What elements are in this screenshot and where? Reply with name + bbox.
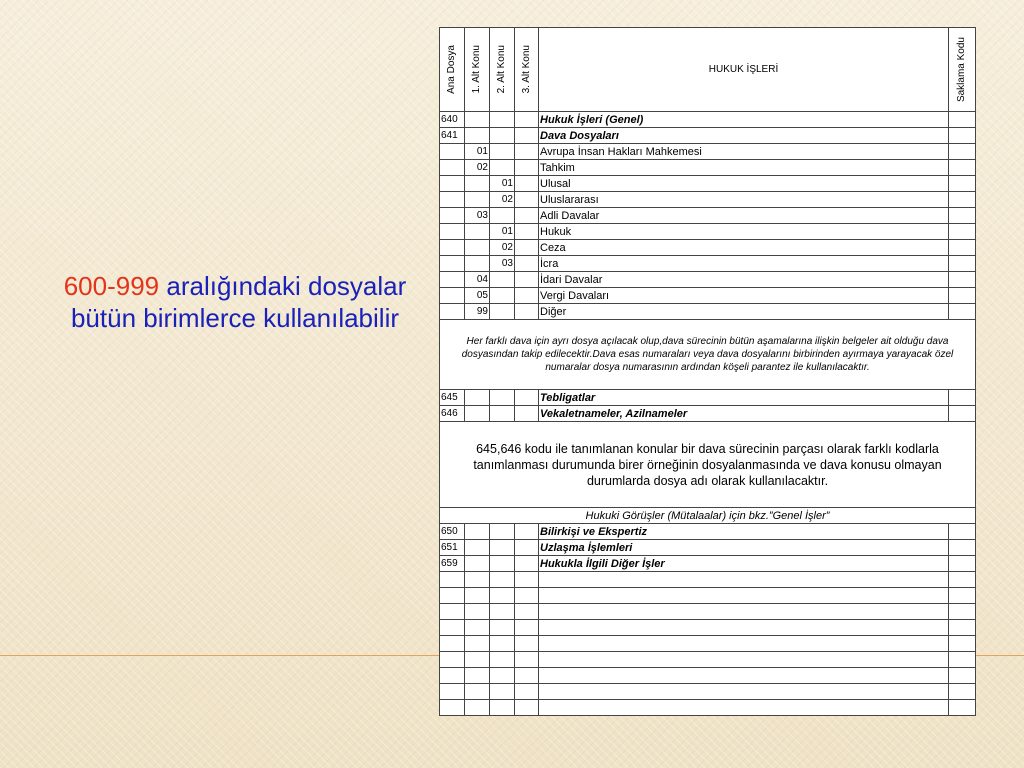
- sub2-code-cell: [490, 272, 515, 288]
- slide-caption: [30, 270, 440, 334]
- empty-cell: [440, 668, 465, 684]
- empty-cell: [440, 700, 465, 716]
- sub1-code-cell: 01: [465, 144, 490, 160]
- empty-cell: [515, 700, 539, 716]
- sub3-code-cell: [515, 288, 539, 304]
- retention-cell: [949, 144, 976, 160]
- sub2-code-cell: 01: [490, 224, 515, 240]
- sub3-code-cell: [515, 176, 539, 192]
- sub3-code-cell: [515, 272, 539, 288]
- empty-cell: [539, 604, 949, 620]
- sub3-code-cell: [515, 556, 539, 572]
- main-code-cell: 646: [440, 406, 465, 422]
- main-code-cell: 659: [440, 556, 465, 572]
- header-alt-konu-3: 3. Alt Konu: [515, 28, 539, 112]
- table-row: [440, 224, 976, 240]
- subject-cell: Adli Davalar: [539, 208, 949, 224]
- table-row: [440, 112, 976, 128]
- sub2-code-cell: 02: [490, 192, 515, 208]
- sub2-code-cell: [490, 406, 515, 422]
- subject-cell: İcra: [539, 256, 949, 272]
- main-code-cell: 640: [440, 112, 465, 128]
- sub1-code-cell: [465, 556, 490, 572]
- empty-table-row: [440, 588, 976, 604]
- header-alt-konu-1: 1. Alt Konu: [465, 28, 490, 112]
- empty-cell: [440, 604, 465, 620]
- sub3-code-cell: [515, 192, 539, 208]
- subject-cell: Hukuk: [539, 224, 949, 240]
- sub3-code-cell: [515, 240, 539, 256]
- table-row: [440, 524, 976, 540]
- subject-cell: Hukukla İlgili Diğer İşler: [539, 556, 949, 572]
- subject-cell: Vekaletnameler, Azilnameler: [539, 406, 949, 422]
- empty-cell: [490, 652, 515, 668]
- main-code-cell: 645: [440, 390, 465, 406]
- subject-cell: Avrupa İnsan Hakları Mahkemesi: [539, 144, 949, 160]
- file-plan-table: [439, 27, 976, 716]
- table-row: [440, 144, 976, 160]
- empty-cell: [515, 572, 539, 588]
- main-code-cell: [440, 176, 465, 192]
- main-code-cell: [440, 160, 465, 176]
- empty-cell: [465, 604, 490, 620]
- sub1-code-cell: [465, 406, 490, 422]
- retention-cell: [949, 288, 976, 304]
- header-saklama-kodu: Saklama Kodu: [949, 28, 976, 112]
- retention-cell: [949, 160, 976, 176]
- empty-table-row: [440, 620, 976, 636]
- sub1-code-cell: 02: [465, 160, 490, 176]
- table-row: [440, 540, 976, 556]
- main-code-cell: 651: [440, 540, 465, 556]
- file-plan-table-container: [439, 27, 975, 716]
- sub2-code-cell: [490, 304, 515, 320]
- empty-table-row: [440, 604, 976, 620]
- sub3-code-cell: [515, 128, 539, 144]
- empty-cell: [949, 684, 976, 700]
- sub1-code-cell: [465, 390, 490, 406]
- empty-table-row: [440, 684, 976, 700]
- table-row: [440, 176, 976, 192]
- note-row-dava-text: Her farklı dava için ayrı dosya açılacak olup,dava sürecinin bütün aşamalarına ilişkin belgeler ait olduğu dava dosyasından takip edilecektir.Dava esas numaraları veya dava dosyalarını birbirinden ayırmaya yarayacak özel numaralar dosya numarasının ardından köşeli parantez ile kullanılacaktır.: [440, 320, 976, 390]
- retention-cell: [949, 112, 976, 128]
- empty-table-row: [440, 572, 976, 588]
- header-ana-dosya: Ana Dosya: [440, 28, 465, 112]
- empty-cell: [539, 684, 949, 700]
- empty-table-row: [440, 668, 976, 684]
- table-row: [440, 406, 976, 422]
- table-row: [440, 390, 976, 406]
- empty-cell: [465, 588, 490, 604]
- note-row-645-646: [440, 422, 976, 508]
- main-code-cell: 641: [440, 128, 465, 144]
- table-row: [440, 272, 976, 288]
- retention-cell: [949, 224, 976, 240]
- empty-table-row: [440, 700, 976, 716]
- file-plan-table-body: [440, 28, 976, 716]
- main-code-cell: 650: [440, 524, 465, 540]
- empty-cell: [490, 588, 515, 604]
- main-code-cell: [440, 144, 465, 160]
- empty-cell: [490, 684, 515, 700]
- header-hukuk-isleri: HUKUK İŞLERİ: [539, 28, 949, 112]
- sub3-code-cell: [515, 144, 539, 160]
- empty-cell: [539, 620, 949, 636]
- subject-cell: Bilirkişi ve Ekspertiz: [539, 524, 949, 540]
- empty-cell: [539, 652, 949, 668]
- main-code-cell: [440, 304, 465, 320]
- retention-cell: [949, 256, 976, 272]
- empty-cell: [465, 700, 490, 716]
- sub1-code-cell: [465, 256, 490, 272]
- retention-cell: [949, 406, 976, 422]
- table-header-row: [440, 28, 976, 112]
- sub1-code-cell: 04: [465, 272, 490, 288]
- sub3-code-cell: [515, 112, 539, 128]
- subject-cell: Uzlaşma İşlemleri: [539, 540, 949, 556]
- empty-cell: [949, 668, 976, 684]
- sub3-code-cell: [515, 390, 539, 406]
- empty-cell: [490, 572, 515, 588]
- empty-cell: [949, 636, 976, 652]
- empty-table-row: [440, 652, 976, 668]
- empty-cell: [949, 700, 976, 716]
- table-row: [440, 160, 976, 176]
- sub3-code-cell: [515, 256, 539, 272]
- empty-cell: [539, 700, 949, 716]
- empty-cell: [490, 668, 515, 684]
- note-row-hukuki-gorusler-text: Hukuki Görüşler (Mütalaalar) için bkz.”Genel İşler”: [440, 508, 976, 524]
- empty-cell: [440, 588, 465, 604]
- sub3-code-cell: [515, 208, 539, 224]
- sub3-code-cell: [515, 160, 539, 176]
- sub1-code-cell: [465, 540, 490, 556]
- empty-table-row: [440, 636, 976, 652]
- empty-cell: [440, 652, 465, 668]
- empty-cell: [440, 620, 465, 636]
- empty-cell: [465, 620, 490, 636]
- empty-cell: [490, 636, 515, 652]
- sub2-code-cell: [490, 144, 515, 160]
- sub2-code-cell: 02: [490, 240, 515, 256]
- empty-cell: [490, 620, 515, 636]
- sub1-code-cell: [465, 112, 490, 128]
- table-row: [440, 128, 976, 144]
- empty-cell: [490, 700, 515, 716]
- table-row: [440, 240, 976, 256]
- note-row-dava: [440, 320, 976, 390]
- empty-cell: [440, 636, 465, 652]
- retention-cell: [949, 128, 976, 144]
- sub2-code-cell: [490, 556, 515, 572]
- empty-cell: [440, 684, 465, 700]
- main-code-cell: [440, 224, 465, 240]
- sub2-code-cell: [490, 128, 515, 144]
- sub1-code-cell: 99: [465, 304, 490, 320]
- empty-cell: [949, 588, 976, 604]
- sub2-code-cell: [490, 288, 515, 304]
- sub1-code-cell: [465, 240, 490, 256]
- table-row: [440, 304, 976, 320]
- empty-cell: [440, 572, 465, 588]
- table-row: [440, 208, 976, 224]
- retention-cell: [949, 556, 976, 572]
- empty-cell: [949, 604, 976, 620]
- subject-cell: İdari Davalar: [539, 272, 949, 288]
- empty-cell: [949, 652, 976, 668]
- retention-cell: [949, 540, 976, 556]
- retention-cell: [949, 272, 976, 288]
- empty-cell: [515, 620, 539, 636]
- empty-cell: [539, 668, 949, 684]
- empty-cell: [465, 684, 490, 700]
- retention-cell: [949, 304, 976, 320]
- empty-cell: [465, 572, 490, 588]
- header-alt-konu-2: 2. Alt Konu: [490, 28, 515, 112]
- subject-cell: Diğer: [539, 304, 949, 320]
- sub2-code-cell: [490, 160, 515, 176]
- empty-cell: [515, 668, 539, 684]
- empty-cell: [515, 636, 539, 652]
- sub2-code-cell: [490, 524, 515, 540]
- sub2-code-cell: [490, 112, 515, 128]
- empty-cell: [949, 620, 976, 636]
- subject-cell: Hukuk İşleri (Genel): [539, 112, 949, 128]
- table-row: [440, 288, 976, 304]
- sub2-code-cell: [490, 540, 515, 556]
- retention-cell: [949, 176, 976, 192]
- subject-cell: Vergi Davaları: [539, 288, 949, 304]
- sub2-code-cell: [490, 208, 515, 224]
- sub1-code-cell: [465, 176, 490, 192]
- empty-cell: [490, 604, 515, 620]
- retention-cell: [949, 208, 976, 224]
- subject-cell: Tahkim: [539, 160, 949, 176]
- subject-cell: Ceza: [539, 240, 949, 256]
- sub1-code-cell: [465, 128, 490, 144]
- empty-cell: [949, 572, 976, 588]
- empty-cell: [515, 652, 539, 668]
- main-code-cell: [440, 240, 465, 256]
- retention-cell: [949, 524, 976, 540]
- main-code-cell: [440, 272, 465, 288]
- sub1-code-cell: [465, 224, 490, 240]
- retention-cell: [949, 240, 976, 256]
- main-code-cell: [440, 192, 465, 208]
- sub2-code-cell: [490, 390, 515, 406]
- table-row: [440, 256, 976, 272]
- empty-cell: [539, 588, 949, 604]
- sub1-code-cell: [465, 192, 490, 208]
- empty-cell: [515, 588, 539, 604]
- subject-cell: Ulusal: [539, 176, 949, 192]
- subject-cell: Uluslararası: [539, 192, 949, 208]
- empty-cell: [539, 572, 949, 588]
- sub3-code-cell: [515, 524, 539, 540]
- sub2-code-cell: 01: [490, 176, 515, 192]
- sub2-code-cell: 03: [490, 256, 515, 272]
- empty-cell: [465, 652, 490, 668]
- table-row: [440, 192, 976, 208]
- main-code-cell: [440, 208, 465, 224]
- sub1-code-cell: 05: [465, 288, 490, 304]
- sub3-code-cell: [515, 224, 539, 240]
- main-code-cell: [440, 288, 465, 304]
- subject-cell: Tebligatlar: [539, 390, 949, 406]
- retention-cell: [949, 192, 976, 208]
- empty-cell: [515, 604, 539, 620]
- sub3-code-cell: [515, 540, 539, 556]
- table-row: [440, 556, 976, 572]
- sub1-code-cell: 03: [465, 208, 490, 224]
- main-code-cell: [440, 256, 465, 272]
- sub3-code-cell: [515, 406, 539, 422]
- note-row-hukuki-gorusler: [440, 508, 976, 524]
- caption-text: aralığındaki dosyalar bütün birimlerce kullanılabilir: [70, 271, 407, 333]
- empty-cell: [539, 636, 949, 652]
- subject-cell: Dava Dosyaları: [539, 128, 949, 144]
- note-row-645-646-text: 645,646 kodu ile tanımlanan konular bir dava sürecinin parçası olarak farklı kodlarla tanımlanması durumunda birer örneğinin dosyalanmasında ve dava konusu olmayan durumlarda dosya adı olarak kullanılacaktır.: [440, 422, 976, 508]
- retention-cell: [949, 390, 976, 406]
- sub1-code-cell: [465, 524, 490, 540]
- sub3-code-cell: [515, 304, 539, 320]
- empty-cell: [465, 636, 490, 652]
- empty-cell: [515, 684, 539, 700]
- empty-cell: [465, 668, 490, 684]
- caption-range: 600-999: [63, 271, 160, 301]
